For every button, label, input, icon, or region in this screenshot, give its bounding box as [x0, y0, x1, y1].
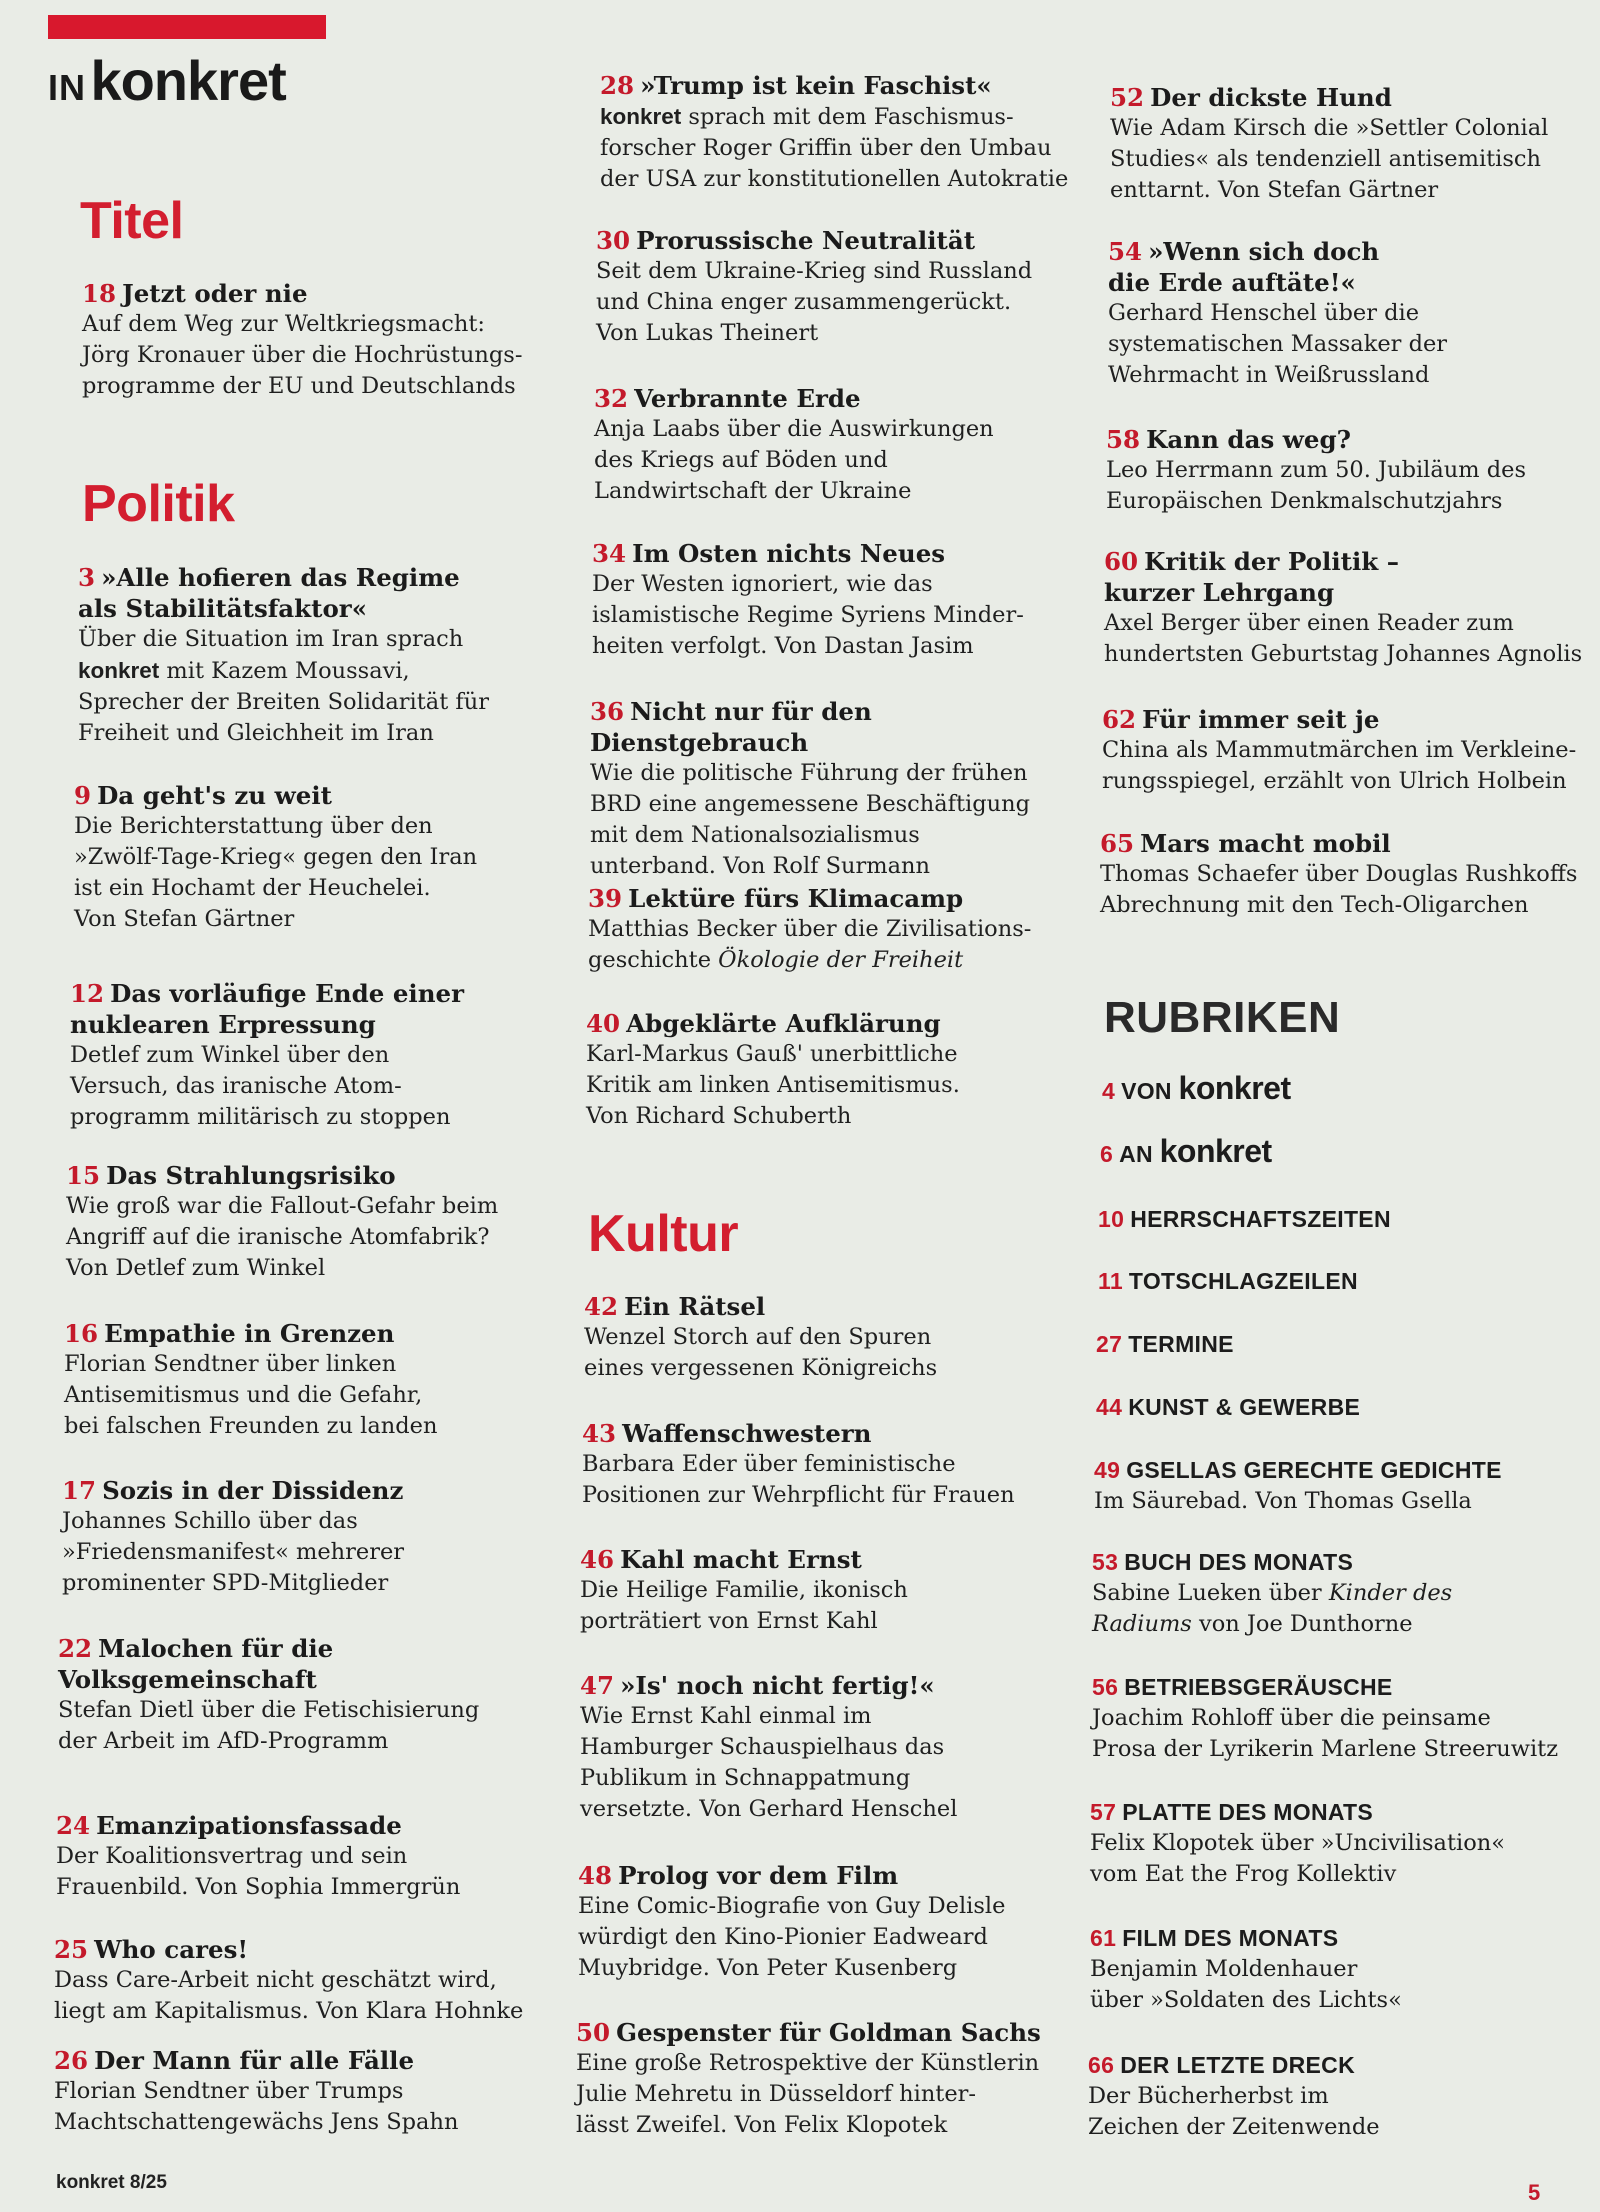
- entry-heading: [66, 1160, 546, 1191]
- entry-title: Who cares!: [94, 1935, 249, 1964]
- entry-heading: [578, 1860, 1068, 1891]
- book-title: Kinder des: [1328, 1580, 1453, 1606]
- rubrik-text: Sabine Lueken über: [1092, 1580, 1329, 1606]
- page-number-ref: 43: [582, 1419, 617, 1448]
- entry-heading: [600, 70, 1090, 101]
- entry-heading: [56, 1810, 536, 1841]
- toc-entry: [1104, 546, 1584, 670]
- entry-text-line: Angriff auf die iranische Atomfabrik?: [66, 1224, 490, 1250]
- toc-entry: [584, 1291, 1074, 1384]
- entry-title: Prolog vor dem Film: [618, 1861, 899, 1890]
- rubrik-title: KUNST & GEWERBE: [1128, 1394, 1361, 1420]
- entry-text-line: Wie groß war die Fallout-Gefahr beim: [66, 1193, 499, 1219]
- entry-text-line: rungsspiegel, erzählt von Ulrich Holbein: [1102, 768, 1567, 794]
- page-number-ref: 49: [1094, 1457, 1121, 1483]
- entry-text-line: Barbara Eder über feministische: [582, 1451, 956, 1477]
- section-politik: Politik: [82, 475, 235, 533]
- page-number-ref: 9: [74, 781, 92, 810]
- entry-text-line: Hamburger Schauspielhaus das: [580, 1734, 945, 1760]
- rubrik-heading: [1102, 1070, 1582, 1107]
- page-number-ref: 26: [54, 2046, 89, 2075]
- entry-text-line: Studies« als tendenziell antisemitisch: [1110, 146, 1542, 172]
- entry-text-line: Abrechnung mit den Tech-Oligarchen: [1100, 892, 1529, 918]
- entry-text-line: BRD eine angemessene Beschäftigung: [590, 791, 1031, 817]
- entry-text-line: Matthias Becker über die Zivilisations-: [588, 916, 1032, 942]
- rubrik-text-line: Zeichen der Zeitenwende: [1088, 2114, 1380, 2140]
- entry-title: Mars macht mobil: [1140, 829, 1391, 858]
- masthead: [48, 48, 286, 113]
- entry-text-line: Johannes Schillo über das: [62, 1508, 358, 1534]
- entry-text-line: Von Stefan Gärtner: [74, 906, 295, 932]
- page-number-ref: 39: [588, 884, 623, 913]
- rubrik-text: von Joe Dunthorne: [1191, 1611, 1413, 1637]
- entry-title: Das vorläufige Ende einer: [110, 979, 465, 1008]
- entry-heading: [54, 2045, 534, 2076]
- entry-text-line: bei falschen Freunden zu landen: [64, 1413, 438, 1439]
- page-number-ref: 11: [1098, 1268, 1123, 1294]
- rubrik-prefix: AN: [1119, 1141, 1160, 1167]
- entry-heading: [1108, 236, 1588, 267]
- rubrik-text-line: Felix Klopotek über »Uncivilisation«: [1090, 1830, 1506, 1856]
- page-number-ref: 62: [1102, 705, 1137, 734]
- entry-text-line: [600, 101, 1090, 133]
- entry-text-line: enttarnt. Von Stefan Gärtner: [1110, 177, 1439, 203]
- rubrik-text-line: [1092, 1609, 1572, 1640]
- entry-text-line: programme der EU und Deutschlands: [82, 373, 516, 399]
- entry-title: Im Osten nichts Neues: [632, 539, 946, 568]
- entry-heading: [592, 538, 1082, 569]
- entry-text-line: »Friedensmanifest« mehrerer: [62, 1539, 405, 1565]
- entry-heading: [590, 696, 1080, 758]
- brand-konkret: konkret: [600, 104, 682, 129]
- entry-title: Malochen für die: [98, 1634, 334, 1663]
- entry-heading: [588, 883, 1078, 914]
- entry-text-line: Landwirtschaft der Ukraine: [594, 478, 912, 504]
- entry-title: »Wenn sich doch: [1148, 237, 1380, 266]
- toc-entry: [56, 1810, 536, 1903]
- entry-text-line: programm militärisch zu stoppen: [70, 1104, 451, 1130]
- rubrik-heading: [1088, 2050, 1568, 2081]
- page-number-ref: 18: [82, 279, 117, 308]
- entry-text-line: Eine große Retrospektive der Künstlerin: [576, 2050, 1040, 2076]
- toc-entry: [1100, 828, 1580, 921]
- page-number-ref: 65: [1100, 829, 1135, 858]
- entry-title-line2: Volksgemeinschaft: [58, 1665, 317, 1694]
- entry-title: Lektüre fürs Klimacamp: [628, 884, 964, 913]
- entry-text-line: unterband. Von Rolf Surmann: [590, 853, 931, 879]
- page-number-ref: 48: [578, 1861, 613, 1890]
- entry-text-line: Axel Berger über einen Reader zum: [1104, 610, 1514, 636]
- page-number-ref: 50: [576, 2018, 611, 2047]
- entry-text-line: liegt am Kapitalismus. Von Klara Hohnke: [54, 1998, 524, 2024]
- entry-text-line: Wie Adam Kirsch die »Settler Colonial: [1110, 115, 1549, 141]
- brand-konkret: konkret: [1159, 1133, 1272, 1169]
- page-number-ref: 22: [58, 1634, 93, 1663]
- toc-entry: [54, 2045, 534, 2138]
- rubrik-heading: [1098, 1204, 1578, 1235]
- entry-title: Kahl macht Ernst: [620, 1545, 862, 1574]
- entry-title: »Alle hofieren das Regime: [101, 563, 460, 592]
- rubrik-entry: [1088, 2050, 1568, 2143]
- entry-title: Nicht nur für den Dienstgebrauch: [590, 697, 872, 757]
- entry-title: Der Mann für alle Fälle: [94, 2046, 415, 2075]
- page-number-ref: 36: [590, 697, 625, 726]
- rubrik-entry: [1092, 1672, 1572, 1765]
- rubrik-heading: [1090, 1797, 1570, 1828]
- entry-title: Kann das weg?: [1146, 425, 1351, 454]
- entry-title: Da geht's zu weit: [97, 781, 332, 810]
- page-number-ref: 30: [596, 226, 631, 255]
- rubrik-entry: [1090, 1797, 1570, 1890]
- entry-text-line: Kritik am linken Antisemitismus.: [586, 1072, 960, 1098]
- page-number-ref: 46: [580, 1545, 615, 1574]
- entry-text-line: Seit dem Ukraine-Krieg sind Russland: [596, 258, 1033, 284]
- rubrik-entry: [1096, 1329, 1576, 1360]
- entry-title: Für immer seit je: [1142, 705, 1380, 734]
- entry-title-line2: nuklearen Erpressung: [70, 1010, 376, 1039]
- rubrik-text-line: über »Soldaten des Lichts«: [1090, 1987, 1402, 2013]
- entry-title: Gespenster für Goldman Sachs: [616, 2018, 1041, 2047]
- entry-text-line: Gerhard Henschel über die: [1108, 300, 1420, 326]
- toc-entry: [600, 70, 1090, 195]
- entry-title: Abgeklärte Aufklärung: [626, 1009, 941, 1038]
- entry-title: »Is' noch nicht fertig!«: [620, 1671, 935, 1700]
- page-number-ref: 53: [1092, 1549, 1119, 1575]
- rubrik-entry: [1098, 1266, 1578, 1297]
- toc-entry: [1108, 236, 1588, 391]
- entry-heading: [1102, 704, 1582, 735]
- entry-text-line: hundertsten Geburtstag Johannes Agnolis: [1104, 641, 1583, 667]
- entry-title: Waffenschwestern: [622, 1419, 872, 1448]
- entry-heading: [74, 780, 554, 811]
- rubrik-heading: [1090, 1923, 1570, 1954]
- rubrik-entry: [1094, 1455, 1574, 1517]
- entry-text-line: Von Lukas Theinert: [596, 320, 819, 346]
- entry-text: mit Kazem Moussavi,: [159, 658, 410, 684]
- entry-text-line: Julie Mehretu in Düsseldorf hinter-: [576, 2081, 977, 2107]
- rubrik-text-line: [1092, 1578, 1572, 1609]
- toc-entry: [588, 883, 1078, 976]
- toc-entry: [1102, 704, 1582, 797]
- entry-text-line: Freiheit und Gleichheit im Iran: [78, 720, 434, 746]
- toc-entry: [576, 2017, 1066, 2141]
- entry-title-line2: die Erde auftäte!«: [1108, 268, 1356, 297]
- entry-text-line: eines vergessenen Königreichs: [584, 1355, 938, 1381]
- rubrik-title: PLATTE DES MONATS: [1122, 1799, 1374, 1825]
- rubrik-heading: [1092, 1672, 1572, 1703]
- entry-text-line: und China enger zusammengerückt.: [596, 289, 1012, 315]
- entry-heading: [62, 1475, 542, 1506]
- entry-text-line: Der Koalitionsvertrag und sein: [56, 1843, 408, 1869]
- entry-text-line: mit dem Nationalsozialismus: [590, 822, 920, 848]
- page-number-ref: 52: [1110, 83, 1145, 112]
- entry-heading: [82, 278, 562, 309]
- entry-text-line: Frauenbild. Von Sophia Immergrün: [56, 1874, 461, 1900]
- masthead-in: IN: [48, 67, 86, 108]
- entry-text-line: des Kriegs auf Böden und: [594, 447, 888, 473]
- masthead-konkret: konkret: [90, 49, 286, 112]
- red-top-bar: [48, 15, 326, 39]
- entry-title: Kritik der Politik –: [1144, 547, 1400, 576]
- rubrik-title: DER LETZTE DRECK: [1120, 2052, 1355, 2078]
- entry-text-line: Wie Ernst Kahl einmal im: [580, 1703, 872, 1729]
- page-number-ref: 54: [1108, 237, 1143, 266]
- page-number-ref: 28: [600, 71, 635, 100]
- rubrik-entry: [1102, 1070, 1582, 1107]
- toc-entry: [592, 538, 1082, 662]
- entry-text-line: Anja Laabs über die Auswirkungen: [594, 416, 994, 442]
- issue-label: konkret 8/25: [56, 2172, 167, 2193]
- toc-entry: [596, 225, 1086, 349]
- rubrik-entry: [1100, 1133, 1580, 1170]
- toc-entry: [66, 1160, 546, 1284]
- entry-heading: [1110, 82, 1590, 113]
- entry-text: geschichte: [588, 947, 719, 973]
- rubrik-title: FILM DES MONATS: [1122, 1925, 1339, 1951]
- section-titel: Titel: [80, 192, 184, 250]
- entry-heading: [54, 1934, 534, 1965]
- entry-text-line: lässt Zweifel. Von Felix Klopotek: [576, 2112, 948, 2138]
- entry-text-line: Leo Herrmann zum 50. Jubiläum des: [1106, 457, 1527, 483]
- entry-text-line: Sprecher der Breiten Solidarität für: [78, 689, 489, 715]
- entry-text-line: Positionen zur Wehrpflicht für Frauen: [582, 1482, 1015, 1508]
- rubrik-heading: [1096, 1329, 1576, 1360]
- toc-entry: [74, 780, 554, 935]
- page-number-ref: 16: [64, 1319, 99, 1348]
- entry-heading: [576, 2017, 1066, 2048]
- rubrik-heading: [1098, 1266, 1578, 1297]
- entry-text-line: Von Detlef zum Winkel: [66, 1255, 326, 1281]
- entry-text-line: Stefan Dietl über die Fetischisierung: [58, 1697, 480, 1723]
- rubrik-text-line: Der Bücherherbst im: [1088, 2083, 1329, 2109]
- entry-text-line: der USA zur konstitutionellen Autokratie: [600, 166, 1069, 192]
- page-number-ref: 42: [584, 1292, 619, 1321]
- entry-text-line: Die Heilige Familie, ikonisch: [580, 1577, 908, 1603]
- toc-entry: [590, 696, 1080, 882]
- entry-title: »Trump ist kein Faschist«: [640, 71, 992, 100]
- rubrik-text-line: vom Eat the Frog Kollektiv: [1090, 1861, 1397, 1887]
- entry-text-line: Jörg Kronauer über die Hochrüstungs-: [82, 342, 523, 368]
- entry-heading: [596, 225, 1086, 256]
- entry-heading: [1106, 424, 1586, 455]
- entry-title: Prorussische Neutralität: [636, 226, 976, 255]
- toc-entry: [82, 278, 562, 402]
- entry-text-line: islamistische Regime Syriens Minder-: [592, 602, 1024, 628]
- rubrik-entry: [1090, 1923, 1570, 2016]
- page-number-ref: 3: [78, 563, 96, 592]
- rubrik-text-line: Prosa der Lyrikerin Marlene Streeruwitz: [1092, 1736, 1559, 1762]
- page-number-ref: 12: [70, 979, 105, 1008]
- entry-heading: [594, 383, 1084, 414]
- rubrik-entry: [1098, 1204, 1578, 1235]
- entry-text-line: »Zwölf-Tage-Krieg« gegen den Iran: [74, 844, 478, 870]
- entry-heading: [584, 1291, 1074, 1322]
- entry-text-line: Die Berichterstattung über den: [74, 813, 433, 839]
- page-number: 5: [1528, 2180, 1541, 2205]
- entry-text-line: heiten verfolgt. Von Dastan Jasim: [592, 633, 974, 659]
- entry-title: Jetzt oder nie: [122, 279, 308, 308]
- page-number-ref: 58: [1106, 425, 1141, 454]
- entry-text-line: Über die Situation im Iran sprach: [78, 626, 464, 652]
- section-rubriken: RUBRIKEN: [1104, 993, 1341, 1042]
- page-number-ref: 60: [1104, 547, 1139, 576]
- entry-heading: [58, 1633, 538, 1664]
- entry-text-line: Dass Care-Arbeit nicht geschätzt wird,: [54, 1967, 497, 1993]
- page-number-ref: 17: [62, 1476, 97, 1505]
- page-number-ref: 27: [1096, 1331, 1123, 1357]
- entry-text-line: [78, 655, 558, 687]
- entry-title: Verbrannte Erde: [634, 384, 861, 413]
- entry-title: Emanzipationsfassade: [96, 1811, 402, 1840]
- entry-title: Der dickste Hund: [1150, 83, 1392, 112]
- entry-text-line: prominenter SPD-Mitglieder: [62, 1570, 389, 1596]
- book-title: Radiums: [1092, 1611, 1192, 1637]
- page-number-ref: 24: [56, 1811, 91, 1840]
- book-title: Ökologie der Freiheit: [718, 947, 964, 973]
- page-number-ref: 10: [1098, 1206, 1125, 1232]
- page-number-ref: 40: [586, 1009, 621, 1038]
- rubrik-prefix: VON: [1121, 1078, 1179, 1104]
- toc-entry: [1110, 82, 1590, 206]
- entry-title-line2: kurzer Lehrgang: [1104, 578, 1335, 607]
- toc-entry: [58, 1633, 538, 1757]
- entry-title: Das Strahlungsrisiko: [106, 1161, 396, 1190]
- entry-title: Empathie in Grenzen: [104, 1319, 395, 1348]
- entry-text-line: versetzte. Von Gerhard Henschel: [580, 1796, 958, 1822]
- entry-text-line: würdigt den Kino-Pionier Eadweard: [578, 1924, 988, 1950]
- rubrik-text-line: Benjamin Moldenhauer: [1090, 1956, 1358, 1982]
- page-number-ref: 4: [1102, 1078, 1116, 1104]
- toc-entry: [586, 1008, 1076, 1132]
- entry-text-line: Detlef zum Winkel über den: [70, 1042, 390, 1068]
- entry-heading: [586, 1008, 1076, 1039]
- rubrik-heading: [1092, 1547, 1572, 1578]
- rubrik-text-line: Im Säurebad. Von Thomas Gsella: [1094, 1488, 1472, 1514]
- rubrik-title: HERRSCHAFTSZEITEN: [1130, 1206, 1391, 1232]
- rubrik-title: GSELLAS GERECHTE GEDICHTE: [1126, 1457, 1502, 1483]
- entry-heading: [78, 562, 558, 593]
- rubrik-title: BUCH DES MONATS: [1124, 1549, 1354, 1575]
- section-kultur: Kultur: [588, 1205, 739, 1263]
- toc-entry: [582, 1418, 1072, 1511]
- brand-konkret: konkret: [1178, 1070, 1291, 1106]
- entry-heading: [64, 1318, 544, 1349]
- page-number-ref: 61: [1090, 1925, 1117, 1951]
- entry-text-line: der Arbeit im AfD-Programm: [58, 1728, 389, 1754]
- entry-text-line: porträtiert von Ernst Kahl: [580, 1608, 878, 1634]
- toc-entry: [594, 383, 1084, 507]
- entry-text-line: Florian Sendtner über linken: [64, 1351, 397, 1377]
- entry-text-line: Antisemitismus und die Gefahr,: [64, 1382, 423, 1408]
- page-number-ref: 47: [580, 1671, 615, 1700]
- brand-konkret: konkret: [78, 658, 160, 683]
- entry-heading: [580, 1544, 1070, 1575]
- entry-heading: [582, 1418, 1072, 1449]
- toc-entry: [70, 978, 550, 1133]
- page-number-ref: 44: [1096, 1394, 1123, 1420]
- rubrik-entry: [1096, 1392, 1576, 1423]
- entry-text-line: Publikum in Schnappatmung: [580, 1765, 911, 1791]
- rubrik-title: TOTSCHLAGZEILEN: [1128, 1268, 1358, 1294]
- rubrik-title: BETRIEBSGERÄUSCHE: [1124, 1674, 1393, 1700]
- entry-text-line: ist ein Hochamt der Heuchelei.: [74, 875, 431, 901]
- rubrik-heading: [1096, 1392, 1576, 1423]
- rubrik-title: TERMINE: [1128, 1331, 1234, 1357]
- entry-text: sprach mit dem Faschismus-: [681, 104, 1014, 130]
- page-number-ref: 34: [592, 539, 627, 568]
- page-number-ref: 25: [54, 1935, 89, 1964]
- entry-text-line: Europäischen Denkmalschutzjahrs: [1106, 488, 1503, 514]
- entry-heading: [1100, 828, 1580, 859]
- entry-text-line: Karl-Markus Gauß' unerbittliche: [586, 1041, 958, 1067]
- toc-entry: [580, 1670, 1070, 1825]
- entry-text-line: Thomas Schaefer über Douglas Rushkoffs: [1100, 861, 1578, 887]
- entry-text-line: Florian Sendtner über Trumps: [54, 2078, 404, 2104]
- toc-entry: [54, 1934, 534, 2027]
- entry-text-line: forscher Roger Griffin über den Umbau: [600, 135, 1052, 161]
- entry-text-line: [588, 945, 1078, 976]
- entry-heading: [70, 978, 550, 1009]
- toc-entry: [64, 1318, 544, 1442]
- entry-text-line: Der Westen ignoriert, wie das: [592, 571, 933, 597]
- entry-text-line: Wie die politische Führung der frühen: [590, 760, 1028, 786]
- entry-title: Sozis in der Dissidenz: [102, 1476, 404, 1505]
- entry-text-line: Versuch, das iranische Atom-: [70, 1073, 402, 1099]
- entry-text-line: Muybridge. Von Peter Kusenberg: [578, 1955, 958, 1981]
- entry-title-line2: als Stabilitätsfaktor«: [78, 594, 368, 623]
- page-number-ref: 6: [1100, 1141, 1114, 1167]
- entry-heading: [1104, 546, 1584, 577]
- entry-text-line: Wehrmacht in Weißrussland: [1108, 362, 1430, 388]
- page-number-ref: 32: [594, 384, 629, 413]
- page-number-ref: 66: [1088, 2052, 1115, 2078]
- page-number-ref: 56: [1092, 1674, 1119, 1700]
- rubrik-entry: [1092, 1547, 1572, 1640]
- entry-text-line: Auf dem Weg zur Weltkriegsmacht:: [82, 311, 486, 337]
- toc-entry: [62, 1475, 542, 1599]
- rubrik-heading: [1100, 1133, 1580, 1170]
- entry-text-line: Wenzel Storch auf den Spuren: [584, 1324, 932, 1350]
- entry-text-line: Machtschattengewächs Jens Spahn: [54, 2109, 459, 2135]
- entry-text-line: Von Richard Schuberth: [586, 1103, 852, 1129]
- entry-text-line: China als Mammutmärchen im Verkleine-: [1102, 737, 1577, 763]
- toc-entry: [1106, 424, 1586, 517]
- rubrik-heading: [1094, 1455, 1574, 1486]
- page-number-ref: 57: [1090, 1799, 1117, 1825]
- entry-text-line: Eine Comic-Biografie von Guy Delisle: [578, 1893, 1006, 1919]
- entry-title: Ein Rätsel: [624, 1292, 766, 1321]
- entry-text-line: systematischen Massaker der: [1108, 331, 1448, 357]
- rubrik-text-line: Joachim Rohloff über die peinsame: [1092, 1705, 1491, 1731]
- page-number-ref: 15: [66, 1161, 101, 1190]
- toc-entry: [78, 562, 558, 749]
- toc-entry: [578, 1860, 1068, 1984]
- entry-heading: [580, 1670, 1070, 1701]
- toc-entry: [580, 1544, 1070, 1637]
